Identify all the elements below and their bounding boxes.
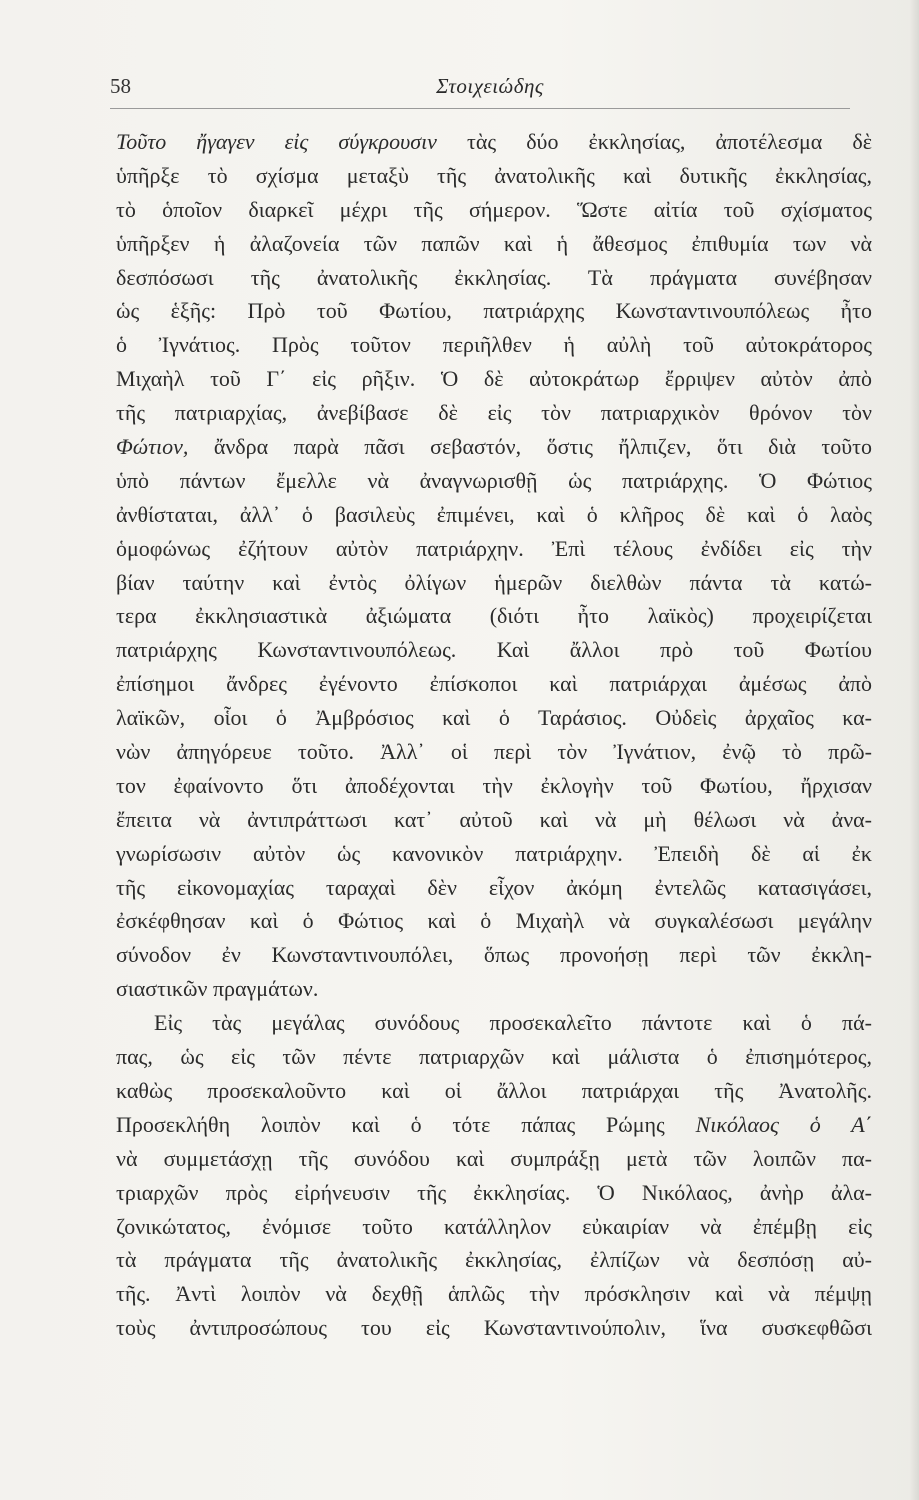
text-line: ὑπῆρξε τὸ σχίσμα μεταξὺ τῆς ἀνατολικῆς καὶ δυτικῆς ἐκκλησίας, — [116, 162, 872, 188]
page-edge-shadow — [909, 0, 919, 1500]
text-line: ὁμοφώνως ἐζήτουν αὐτὸν πατριάρχην. Ἐπὶ τέλους ἐνδίδει εἰς τὴν — [116, 535, 872, 561]
running-head — [110, 74, 870, 110]
text-line: ὑπὸ πάντων ἔμελλε νὰ ἀναγνωρισθῇ ὡς πατριάρχης. Ὁ Φώτιος — [116, 467, 872, 493]
text-line: Προσεκλήθη λοιπὸν καὶ ὁ τότε πάπας Ρώμης Νικόλαος ὁ Α΄ — [116, 1111, 872, 1137]
text-line: πας, ὡς εἰς τῶν πέντε πατριαρχῶν καὶ μάλιστα ὁ ἐπισημότερος, — [116, 1044, 872, 1070]
text-line: τὸ ὁποῖον διαρκεῖ μέχρι τῆς σήμερον. Ὥστε αἰτία τοῦ σχίσματος — [116, 196, 872, 222]
body-text — [116, 125, 872, 1345]
text-line: καθὼς προσεκαλοῦντο καὶ οἱ ἄλλοι πατριάρχαι τῆς Ἀνατολῆς. — [116, 1077, 872, 1103]
text-line: σιαστικῶν πραγμάτων. — [116, 976, 319, 1002]
text-line: ἀνθίσταται, ἀλλ᾽ ὁ βασιλεὺς ἐπιμένει, καὶ ὁ κλῆρος δὲ καὶ ὁ λαὸς — [116, 501, 872, 527]
text-line: νὼν ἀπηγόρευε τοῦτο. Ἀλλ᾽ οἱ περὶ τὸν Ἰγνάτιον, ἐνῷ τὸ πρῶ- — [116, 739, 872, 765]
text-line: Φώτιον, ἄνδρα παρὰ πᾶσι σεβαστόν, ὅστις ἤλπιζεν, ὅτι διὰ τοῦτο — [116, 434, 872, 460]
page-number: 58 — [110, 74, 131, 98]
text-line: τῆς πατριαρχίας, ἀνεβίβασε δὲ εἰς τὸν πατριαρχικὸν θρόνον τὸν — [116, 400, 872, 426]
text-line: πατριάρχης Κωνσταντινουπόλεως. Καὶ ἄλλοι πρὸ τοῦ Φωτίου — [116, 637, 872, 663]
text-line: Εἰς τὰς μεγάλας συνόδους προσεκαλεῖτο πάντοτε καὶ ὁ πά- — [154, 1010, 872, 1036]
text-line: λαϊκῶν, οἷοι ὁ Ἀμβρόσιος καὶ ὁ Ταράσιος. Οὐδεὶς ἀρχαῖος κα- — [116, 705, 872, 731]
text-line: ζονικώτατος, ἐνόμισε τοῦτο κατάλληλον εὐκαιρίαν νὰ ἐπέμβῃ εἰς — [116, 1213, 872, 1239]
text-line: ἐσκέφθησαν καὶ ὁ Φώτιος καὶ ὁ Μιχαὴλ νὰ συγκαλέσωσι μεγάλην — [116, 908, 872, 934]
text-line: νὰ συμμετάσχῃ τῆς συνόδου καὶ συμπράξῃ μετὰ τῶν λοιπῶν πα- — [116, 1145, 872, 1171]
text-line: τῆς εἰκονομαχίας ταραχαὶ δὲν εἶχον ἀκόμη ἐντελῶς κατασιγάσει, — [116, 874, 872, 900]
text-line: ὑπῆρξεν ἡ ἀλαζονεία τῶν παπῶν καὶ ἡ ἄθεσμος ἐπιθυμία των νὰ — [116, 230, 872, 256]
text-line: τὰ πράγματα τῆς ἀνατολικῆς ἐκκλησίας, ἐλπίζων νὰ δεσπόσῃ αὐ- — [116, 1247, 872, 1273]
text-line: δεσπόσωσι τῆς ἀνατολικῆς ἐκκλησίας. Τὰ πράγματα συνέβησαν — [116, 264, 872, 290]
text-line: τριαρχῶν πρὸς εἰρήνευσιν τῆς ἐκκλησίας. Ὁ Νικόλαος, ἀνὴρ ἀλα- — [116, 1179, 872, 1205]
text-line: γνωρίσωσιν αὐτὸν ὡς κανονικὸν πατριάρχην. Ἐπειδὴ δὲ αἱ ἐκ — [116, 840, 872, 866]
text-line: τερα ἐκκλησιαστικὰ ἀξιώματα (διότι ἦτο λαϊκὸς) προχειρίζεται — [116, 603, 872, 629]
text-line: τῆς. Ἀντὶ λοιπὸν νὰ δεχθῇ ἁπλῶς τὴν πρόσκλησιν καὶ νὰ πέμψῃ — [116, 1281, 872, 1307]
text-line: βίαν ταύτην καὶ ἐντὸς ὀλίγων ἡμερῶν διελθὼν πάντα τὰ κατώ- — [116, 569, 872, 595]
text-line: Τοῦτο ἤγαγεν εἰς σύγκρουσιν τὰς δύο ἐκκλησίας, ἀποτέλεσμα δὲ — [116, 129, 872, 154]
running-title: Στοιχειώδης — [436, 74, 544, 98]
text-line: ὁ Ἰγνάτιος. Πρὸς τοῦτον περιῆλθεν ἡ αὐλὴ τοῦ αὐτοκράτορος — [116, 332, 872, 358]
header-rule — [110, 108, 850, 109]
text-line: Μιχαὴλ τοῦ Γ΄ εἰς ρῆξιν. Ὁ δὲ αὐτοκράτωρ ἔρριψεν αὐτὸν ἀπὸ — [116, 366, 872, 392]
text-line: ὡς ἑξῆς: Πρὸ τοῦ Φωτίου, πατριάρχης Κωνσταντινουπόλεως ἦτο — [116, 298, 872, 324]
text-line: σύνοδον ἐν Κωνσταντινουπόλει, ὅπως προνοήσῃ περὶ τῶν ἐκκλη- — [116, 942, 872, 968]
text-line: τον ἐφαίνοντο ὅτι ἀποδέχονται τὴν ἐκλογὴν τοῦ Φωτίου, ἤρχισαν — [116, 772, 872, 798]
text-line: τοὺς ἀντιπροσώπους του εἰς Κωνσταντινούπολιν, ἵνα συσκεφθῶσι — [116, 1315, 872, 1341]
italic-name: Νικόλαος ὁ Α΄ — [695, 1111, 872, 1137]
text-line: ἔπειτα νὰ ἀντιπράττωσι κατ᾽ αὐτοῦ καὶ νὰ μὴ θέλωσι νὰ ἀνα- — [116, 806, 872, 832]
text-line: ἐπίσημοι ἄνδρες ἐγένοντο ἐπίσκοποι καὶ πατριάρχαι ἀμέσως ἀπὸ — [116, 671, 872, 697]
